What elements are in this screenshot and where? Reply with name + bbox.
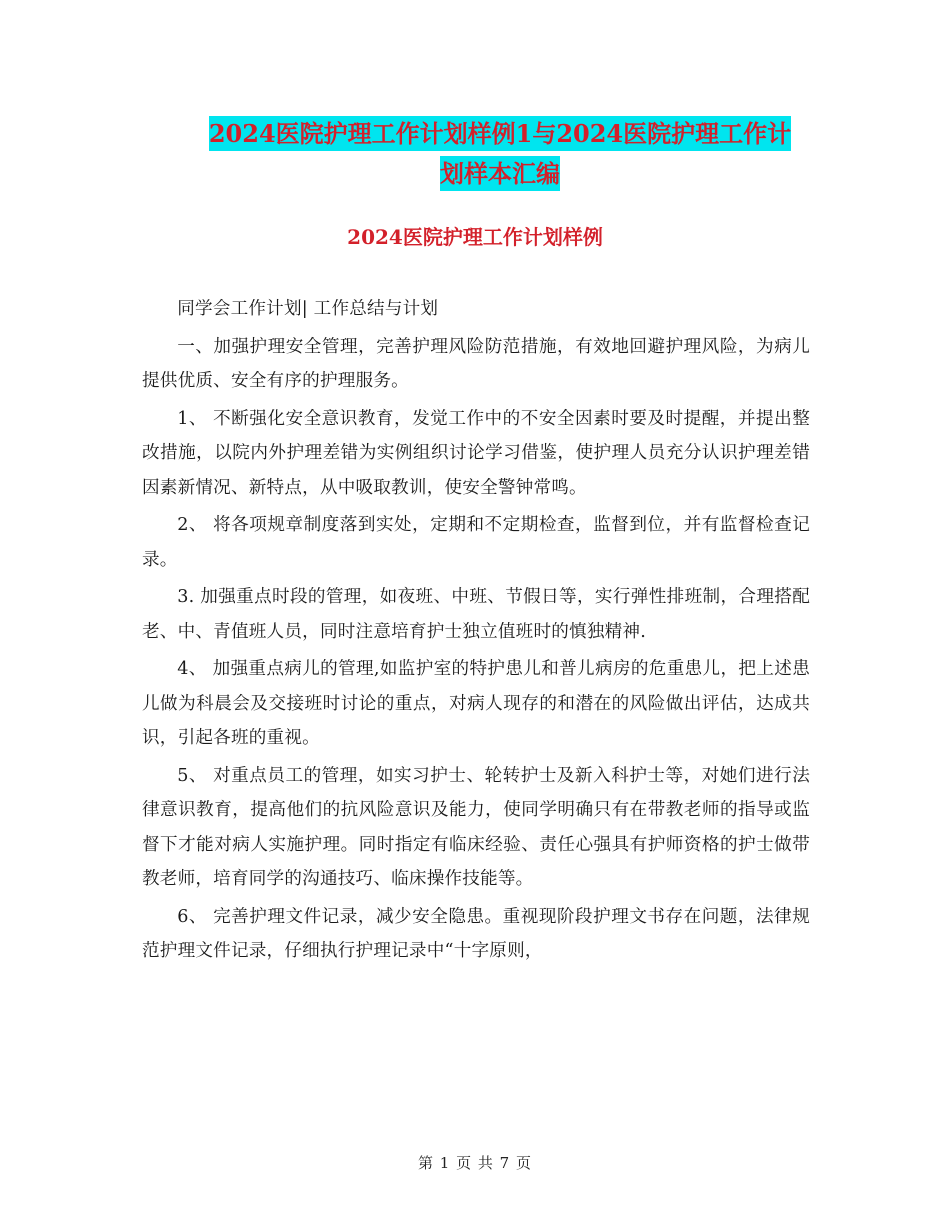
page-footer: 第 1 页 共 7 页: [418, 1154, 532, 1172]
document-title-highlight: 2024医院护理工作计划样例1与2024医院护理工作计: [209, 116, 791, 151]
document-title-line-1: [140, 112, 860, 156]
document-title-line-2: [140, 152, 860, 196]
body-paragraph: 5、 对重点员工的管理，如实习护士、轮转护士及新入科护士等，对她们进行法律意识教育，提高他们的抗风险意识及能力，使同学明确只有在带教老师的指导或监督下才能对病人实施护理。同时指定有临床经验、责任心强具有护师资格的护士做带教老师，培育同学的沟通技巧、临床操作技能等。: [142, 765, 810, 889]
body-paragraph: 4、 加强重点病儿的管理,如监护室的特护患儿和普儿病房的危重患儿，把上述患儿做为科晨会及交接班时讨论的重点，对病人现存的和潜在的风险做出评估，达成共识，引起各班的重视。: [142, 659, 810, 748]
section-title: 2024医院护理工作计划样例: [347, 225, 603, 249]
body-paragraph: 6、 完善护理文件记录，减少安全隐患。重视现阶段护理文书存在问题，法律规范护理文件记录，仔细执行护理记录中“十字原则，: [142, 906, 810, 961]
body-paragraph: 2、 将各项规章制度落到实处，定期和不定期检查，监督到位，并有监督检查记录。: [142, 515, 810, 570]
body-paragraph: 3. 加强重点时段的管理，如夜班、中班、节假日等，实行弹性排班制，合理搭配老、中、青值班人员，同时注意培育护士独立值班时的慎独精神.: [142, 587, 810, 642]
document-title-highlight: 划样本汇编: [440, 156, 560, 191]
document-body: [142, 292, 810, 972]
body-paragraph: 同学会工作计划| 工作总结与计划: [177, 299, 439, 319]
body-paragraph: 1、 不断强化安全意识教育，发觉工作中的不安全因素时要及时提醒，并提出整改措施，以院内外护理差错为实例组织讨论学习借鉴，使护理人员充分认识护理差错因素新情况、新特点，从中吸取教训，使安全警钟常鸣。: [142, 408, 810, 498]
body-paragraph: 一、加强护理安全管理，完善护理风险防范措施，有效地回避护理风险，为病儿提供优质、安全有序的护理服务。: [142, 336, 810, 391]
